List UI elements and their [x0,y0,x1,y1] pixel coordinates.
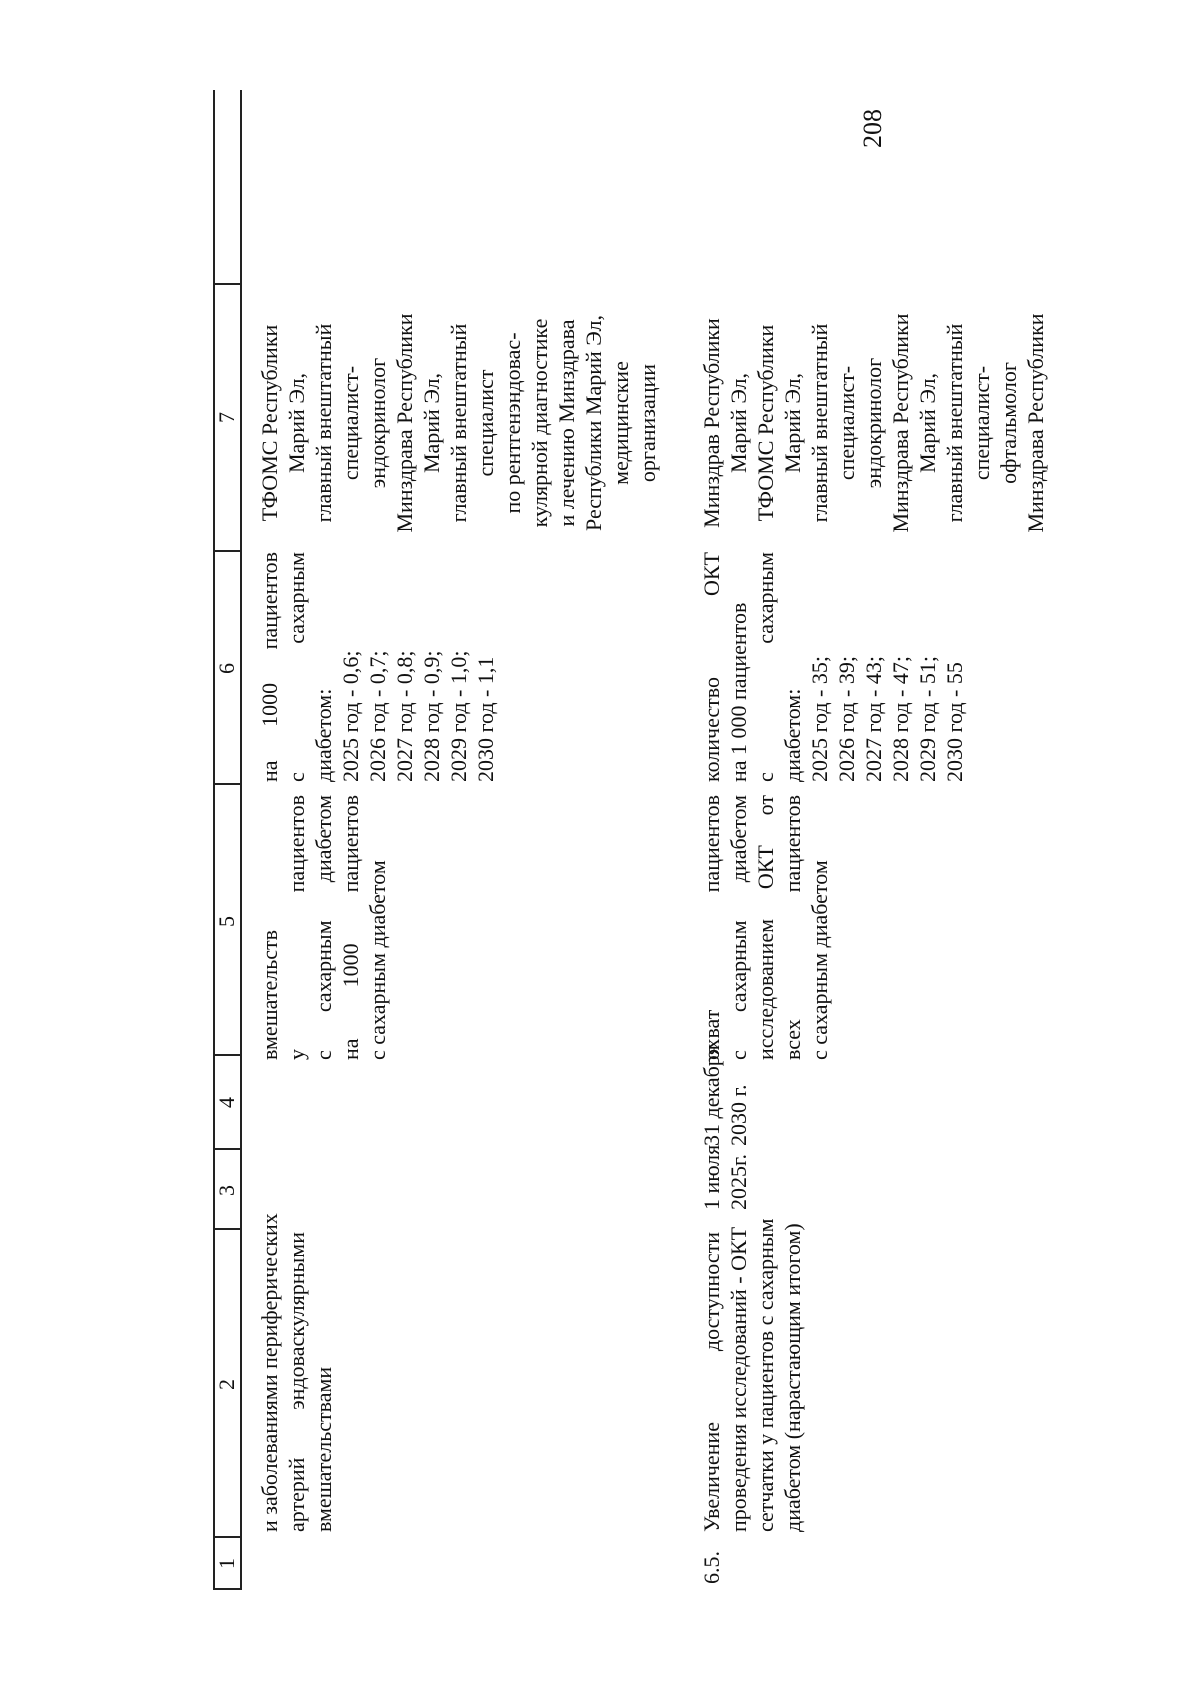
r65-c2-line: сетчатки у пациентов с сахарным [753,1218,778,1532]
header-col-4: 4 [214,1097,239,1108]
cont-c7-line: специалист [473,369,498,477]
cont-c6-line: с сахарным [284,552,309,782]
r65-c7-line: Марий Эл, [726,372,751,474]
r65-c5-line: исследованием ОКТ от [753,795,778,1060]
cont-c6-line: 2025 год - 0,6; [338,650,363,782]
cont-c7-line: Марий Эл, [284,372,309,474]
r65-c6-line: 2025 год - 35; [807,656,832,782]
r65-c7-line: главный внештатный [807,323,832,523]
column-separator [213,1537,241,1539]
r65-c7-line: Минздрава Республики [888,313,913,533]
header-col-5: 5 [214,916,239,927]
cont-c7-line: медицинские [608,361,633,485]
header-top-rule [213,90,215,1590]
column-separator [213,784,241,786]
r65-c2-line: Увеличение доступности [699,1232,724,1532]
cont-c7-line: главный внештатный [311,323,336,523]
column-separator [213,1055,241,1057]
cont-c6-line: на 1000 пациентов [257,552,282,782]
header-col-3: 3 [214,1185,239,1196]
cont-c5-line: на 1000 пациентов [338,795,363,1060]
r65-c6-line: диабетом: [780,688,805,782]
cont-c7-line: Минздрава Республики [392,313,417,533]
r65-c6-line: количество ОКТ [699,552,724,782]
cont-c5-line: вмешательств [257,930,282,1060]
cont-c7-line: Марий Эл, [419,372,444,474]
r65-c6-line: 2027 год - 43; [861,656,886,782]
cont-c7-line: Республики Марий Эл, [581,315,606,531]
header-col-6: 6 [214,663,239,674]
cont-c7-line: кулярной диагностике [527,318,552,528]
cont-c6-line: диабетом: [311,688,336,782]
cont-c2-line: вмешательствами [311,1366,336,1532]
r65-c7-line: Минздрава Республики [1023,313,1048,533]
cont-c7-line: и лечению Минздрава [554,319,579,527]
r65-c5-line: всех пациентов [780,795,805,1060]
r65-c7-line: ТФОМС Республики [753,324,778,522]
header-col-2: 2 [214,1379,239,1390]
r65-c6-line: 2028 год - 47; [888,656,913,782]
cont-c6-line: 2028 год - 0,9; [419,650,444,782]
cont-c7-line: по рентгенэндовас- [500,332,525,514]
r65-c4-line: 31 декабря [699,1045,724,1146]
r65-c7-line: Марий Эл, [780,372,805,474]
column-separator [213,551,241,553]
r65-c5-line: охват пациентов [699,795,724,1060]
r65-c7-line: Марий Эл, [915,372,940,474]
page-number: 208 [858,109,887,148]
cont-c2-line: артерий эндоваскулярными [284,1232,309,1532]
cont-c5-line: с сахарным диабетом [311,795,336,1060]
r65-c6-line: 2029 год - 51; [915,656,940,782]
cont-c6-line: 2026 год - 0,7; [365,650,390,782]
r65-c6-line: 2030 год - 55 [942,662,967,782]
header-bottom-rule [240,90,242,1590]
column-separator [213,1149,241,1151]
cont-c6-line: 2030 год - 1,1 [473,656,498,782]
cont-c7-line: эндокринолог [365,357,390,489]
r65-c7-line: специалист- [834,365,859,481]
r65-c4-line: 2030 г. [726,1084,751,1146]
cont-c7-line: организации [635,363,660,483]
r65-c3-line: 1 июля [699,1144,724,1210]
column-separator [213,284,241,286]
header-col-1: 1 [214,1558,239,1569]
cont-c7-line: специалист- [338,365,363,481]
r65-c6-line: с сахарным [753,552,778,782]
r65-c7-line: эндокринолог [861,357,886,489]
r65-c7-line: главный внештатный [942,323,967,523]
r65-c2-line: проведения исследований - ОКТ [726,1226,751,1532]
cont-c6-line: 2029 год - 1,0; [446,650,471,782]
r65-c2-line: диабетом (нарастающим итогом) [780,1223,805,1532]
r65-c7-line: офтальмолог [996,362,1021,484]
column-separator [213,1589,241,1591]
r65-c5-line: с сахарным диабетом [807,860,832,1060]
r65-c7-line: специалист- [969,365,994,481]
r65-c6-line: 2026 год - 39; [834,656,859,782]
cont-c7-line: главный внештатный [446,323,471,523]
cont-c5-line: с сахарным диабетом [365,860,390,1060]
r65-c3-line: 2025г. [726,1153,751,1210]
cont-c6-line: 2027 год - 0,8; [392,650,417,782]
r65-c6-line: на 1 000 пациентов [726,602,751,782]
r65-c5-line: с сахарным диабетом [726,795,751,1060]
row-number: 6.5. [699,1551,724,1584]
header-col-7: 7 [214,412,239,423]
cont-c7-line: ТФОМС Республики [257,324,282,522]
cont-c2-line: и заболеваниями периферических [257,1213,282,1532]
column-separator [213,1229,241,1231]
cont-c5-line: у пациентов [284,795,309,1060]
r65-c7-line: Минздрав Республики [699,318,724,528]
